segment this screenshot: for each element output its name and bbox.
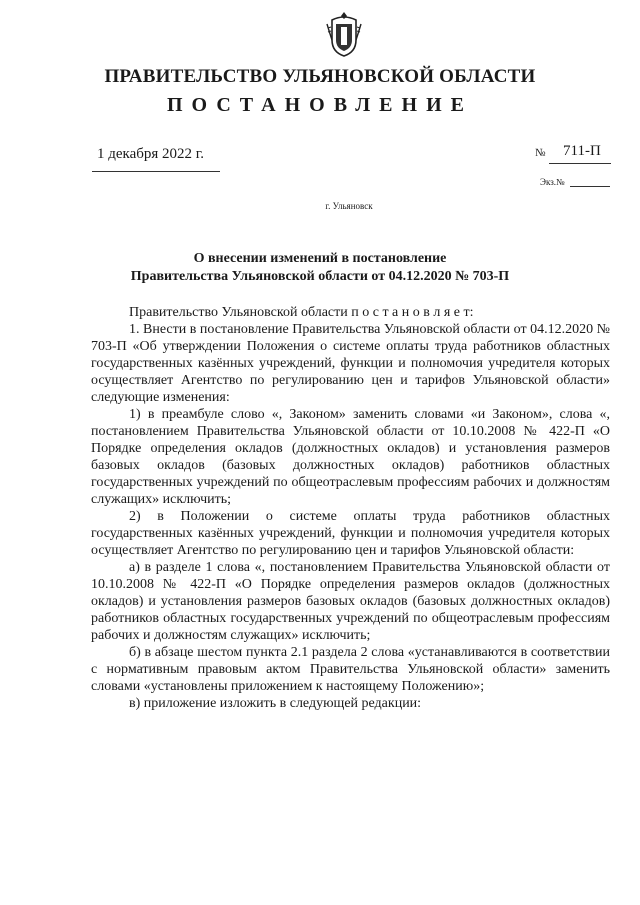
number-label: №: [535, 147, 546, 159]
government-title: ПРАВИТЕЛЬСТВО УЛЬЯНОВСКОЙ ОБЛАСТИ: [104, 66, 536, 87]
document-subject: [0, 250, 640, 286]
subject-line-2: Правительства Ульяновской области от 04.12.2020 № 703-П: [130, 269, 510, 284]
document-body: [91, 304, 610, 712]
body-paragraph-b: б) в абзаце шестом пункта 2.1 раздела 2 слова «устанавливаются в соответствии с нормативным правовым актом Правительства Ульяновской области» заменить словами «установлены приложением к настоящему Положению»;: [91, 645, 610, 694]
number-underline: [549, 163, 611, 164]
body-paragraph-1-2: 2) в Положении о системе оплаты труда работников областных государственных казённых учреждений, функции и полномочия учредителя которых осуществляет Агентство по регулированию цен и тарифов Ульяновской области:: [91, 509, 610, 558]
date-underline: [92, 171, 220, 172]
body-paragraph-a: а) в разделе 1 слова «, постановлением Правительства Ульяновской области от 10.10.2008 № 422-П «О Порядке определения размеров окладов (должностных окладов) и установления размеров базовых окладов (базовых должностных окладов) работников областных государственных учреждений по общеотраслевым профессиям рабочих и должностям служащих» исключить;: [91, 560, 610, 643]
body-paragraph-1: 1. Внести в постановление Правительства Ульяновской области от 04.12.2020 № 703-П «Об утверждении Положения о системе оплаты труда работников областных государственных казённых учреждений, функции и полномочия учредителя которых осуществляет Агентство по регулированию цен и тарифов Ульяновской области» следующие изменения:: [91, 322, 610, 405]
copy-number-underline: [570, 186, 610, 187]
document-number: 711-П: [563, 143, 601, 159]
coat-of-arms-emblem: [325, 10, 363, 58]
body-paragraph-1-1: 1) в преамбуле слово «, Законом» заменить словами «и Законом», слова «, постановлением Правительства Ульяновской области от 10.10.2008 № 422-П «О Порядке определения окладов (должностных окладов) и установления размеров базовых окладов (базовых должностных окладов) работников областных государственных учреждений по общеотраслевым профессиям рабочих и должностям служащих» исключить;: [91, 407, 610, 507]
city-name: г. Ульяновск: [325, 201, 373, 211]
subject-line-1: О внесении изменений в постановление: [193, 251, 447, 266]
body-paragraph-preamble: Правительство Ульяновской области п о с т а н о в л я е т:: [129, 305, 474, 320]
body-paragraph-v: в) приложение изложить в следующей редакции:: [129, 696, 422, 711]
document-date: 1 декабря 2022 г.: [97, 146, 204, 162]
copy-number-label: Экз.№: [540, 177, 565, 187]
document-type-title: ПОСТАНОВЛЕНИЕ: [167, 94, 473, 116]
